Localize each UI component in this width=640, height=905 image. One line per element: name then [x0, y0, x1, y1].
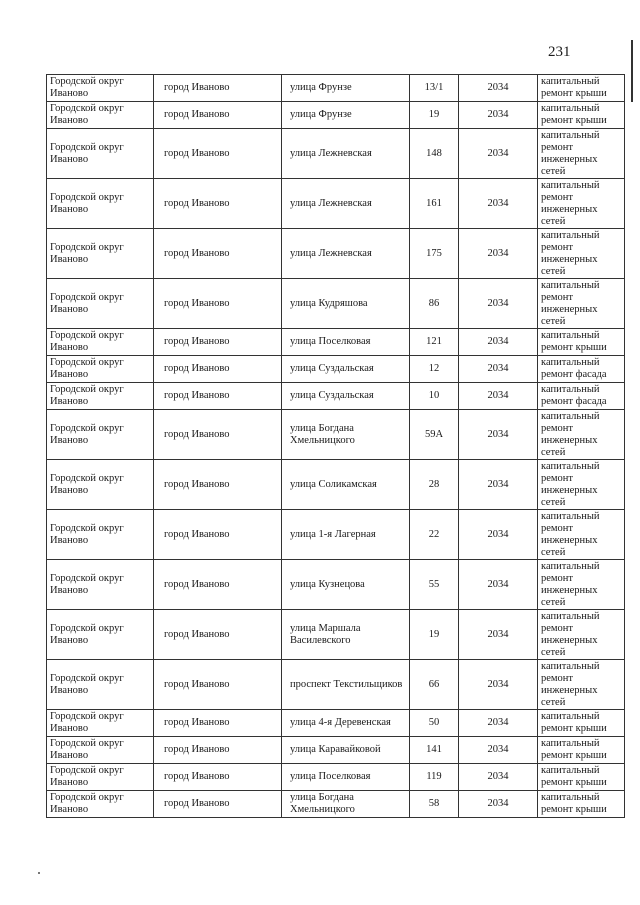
repair-schedule-table: [46, 74, 625, 818]
street-cell: улица Лежневская: [282, 129, 410, 179]
city-cell: город Иваново: [154, 129, 282, 179]
city-cell: город Иваново: [154, 660, 282, 710]
table-row: [47, 356, 625, 383]
region-cell: Городской округ Иваново: [47, 129, 154, 179]
region-cell: Городской округ Иваново: [47, 279, 154, 329]
street-cell: улица Маршала Василевского: [282, 610, 410, 660]
work-type-cell: капитальный ремонт крыши: [538, 791, 625, 818]
street-cell: улица 4-я Деревенская: [282, 710, 410, 737]
house-number-cell: 141: [410, 737, 459, 764]
work-type-cell: капитальный ремонт инженерных сетей: [538, 510, 625, 560]
house-number-cell: 50: [410, 710, 459, 737]
region-cell: Городской округ Иваново: [47, 660, 154, 710]
region-cell: Городской округ Иваново: [47, 737, 154, 764]
street-cell: улица Поселковая: [282, 329, 410, 356]
work-type-cell: капитальный ремонт инженерных сетей: [538, 610, 625, 660]
house-number-cell: 161: [410, 179, 459, 229]
year-cell: 2034: [459, 75, 538, 102]
house-number-cell: 19: [410, 610, 459, 660]
work-type-cell: капитальный ремонт инженерных сетей: [538, 410, 625, 460]
city-cell: город Иваново: [154, 610, 282, 660]
house-number-cell: 121: [410, 329, 459, 356]
city-cell: город Иваново: [154, 510, 282, 560]
house-number-cell: 28: [410, 460, 459, 510]
work-type-cell: капитальный ремонт инженерных сетей: [538, 279, 625, 329]
street-cell: улица Поселковая: [282, 764, 410, 791]
house-number-cell: 86: [410, 279, 459, 329]
year-cell: 2034: [459, 510, 538, 560]
house-number-cell: 58: [410, 791, 459, 818]
street-cell: улица Соликамская: [282, 460, 410, 510]
city-cell: город Иваново: [154, 75, 282, 102]
house-number-cell: 22: [410, 510, 459, 560]
work-type-cell: капитальный ремонт крыши: [538, 710, 625, 737]
work-type-cell: капитальный ремонт инженерных сетей: [538, 660, 625, 710]
city-cell: город Иваново: [154, 179, 282, 229]
work-type-cell: капитальный ремонт крыши: [538, 737, 625, 764]
work-type-cell: капитальный ремонт крыши: [538, 764, 625, 791]
table-row: [47, 460, 625, 510]
street-cell: улица Фрунзе: [282, 75, 410, 102]
table-row: [47, 179, 625, 229]
work-type-cell: капитальный ремонт крыши: [538, 102, 625, 129]
street-cell: улица Лежневская: [282, 229, 410, 279]
street-cell: улица Фрунзе: [282, 102, 410, 129]
region-cell: Городской округ Иваново: [47, 710, 154, 737]
work-type-cell: капитальный ремонт инженерных сетей: [538, 129, 625, 179]
region-cell: Городской округ Иваново: [47, 791, 154, 818]
city-cell: город Иваново: [154, 560, 282, 610]
house-number-cell: 55: [410, 560, 459, 610]
street-cell: улица Богдана Хмельницкого: [282, 791, 410, 818]
year-cell: 2034: [459, 229, 538, 279]
table-row: [47, 710, 625, 737]
table-row: [47, 764, 625, 791]
region-cell: Городской округ Иваново: [47, 510, 154, 560]
year-cell: 2034: [459, 383, 538, 410]
city-cell: город Иваново: [154, 791, 282, 818]
year-cell: 2034: [459, 560, 538, 610]
house-number-cell: 148: [410, 129, 459, 179]
region-cell: Городской округ Иваново: [47, 75, 154, 102]
margin-line: [631, 40, 633, 102]
work-type-cell: капитальный ремонт инженерных сетей: [538, 229, 625, 279]
table-row: [47, 510, 625, 560]
region-cell: Городской округ Иваново: [47, 460, 154, 510]
street-cell: улица Богдана Хмельницкого: [282, 410, 410, 460]
table-row: [47, 102, 625, 129]
year-cell: 2034: [459, 129, 538, 179]
city-cell: город Иваново: [154, 710, 282, 737]
table-row: [47, 791, 625, 818]
street-cell: проспект Текстильщиков: [282, 660, 410, 710]
table-row: [47, 129, 625, 179]
table-row: [47, 279, 625, 329]
year-cell: 2034: [459, 737, 538, 764]
city-cell: город Иваново: [154, 410, 282, 460]
year-cell: 2034: [459, 102, 538, 129]
work-type-cell: капитальный ремонт инженерных сетей: [538, 179, 625, 229]
city-cell: город Иваново: [154, 356, 282, 383]
year-cell: 2034: [459, 179, 538, 229]
year-cell: 2034: [459, 610, 538, 660]
street-cell: улица Лежневская: [282, 179, 410, 229]
house-number-cell: 175: [410, 229, 459, 279]
street-cell: улица 1-я Лагерная: [282, 510, 410, 560]
year-cell: 2034: [459, 356, 538, 383]
region-cell: Городской округ Иваново: [47, 610, 154, 660]
street-cell: улица Кудряшова: [282, 279, 410, 329]
year-cell: 2034: [459, 791, 538, 818]
city-cell: город Иваново: [154, 329, 282, 356]
work-type-cell: капитальный ремонт фасада: [538, 356, 625, 383]
table-row: [47, 229, 625, 279]
street-cell: улица Суздальская: [282, 356, 410, 383]
work-type-cell: капитальный ремонт крыши: [538, 75, 625, 102]
page-number: 231: [548, 44, 571, 60]
year-cell: 2034: [459, 660, 538, 710]
city-cell: город Иваново: [154, 460, 282, 510]
table-row: [47, 660, 625, 710]
city-cell: город Иваново: [154, 229, 282, 279]
table-body: [47, 75, 625, 818]
house-number-cell: 66: [410, 660, 459, 710]
year-cell: 2034: [459, 460, 538, 510]
table-row: [47, 329, 625, 356]
house-number-cell: 119: [410, 764, 459, 791]
region-cell: Городской округ Иваново: [47, 102, 154, 129]
region-cell: Городской округ Иваново: [47, 764, 154, 791]
city-cell: город Иваново: [154, 102, 282, 129]
year-cell: 2034: [459, 764, 538, 791]
work-type-cell: капитальный ремонт фасада: [538, 383, 625, 410]
house-number-cell: 13/1: [410, 75, 459, 102]
street-cell: улица Суздальская: [282, 383, 410, 410]
house-number-cell: 10: [410, 383, 459, 410]
street-cell: улица Кузнецова: [282, 560, 410, 610]
table-row: [47, 75, 625, 102]
work-type-cell: капитальный ремонт инженерных сетей: [538, 460, 625, 510]
street-cell: улица Каравайковой: [282, 737, 410, 764]
table-row: [47, 383, 625, 410]
region-cell: Городской округ Иваново: [47, 560, 154, 610]
region-cell: Городской округ Иваново: [47, 410, 154, 460]
house-number-cell: 59А: [410, 410, 459, 460]
year-cell: 2034: [459, 329, 538, 356]
house-number-cell: 19: [410, 102, 459, 129]
work-type-cell: капитальный ремонт инженерных сетей: [538, 560, 625, 610]
region-cell: Городской округ Иваново: [47, 179, 154, 229]
region-cell: Городской округ Иваново: [47, 383, 154, 410]
city-cell: город Иваново: [154, 737, 282, 764]
table-row: [47, 610, 625, 660]
region-cell: Городской округ Иваново: [47, 229, 154, 279]
work-type-cell: капитальный ремонт крыши: [538, 329, 625, 356]
region-cell: Городской округ Иваново: [47, 329, 154, 356]
year-cell: 2034: [459, 279, 538, 329]
city-cell: город Иваново: [154, 764, 282, 791]
city-cell: город Иваново: [154, 279, 282, 329]
year-cell: 2034: [459, 710, 538, 737]
table-row: [47, 737, 625, 764]
region-cell: Городской округ Иваново: [47, 356, 154, 383]
scan-speck: [38, 872, 40, 874]
year-cell: 2034: [459, 410, 538, 460]
table-row: [47, 560, 625, 610]
city-cell: город Иваново: [154, 383, 282, 410]
table-row: [47, 410, 625, 460]
house-number-cell: 12: [410, 356, 459, 383]
